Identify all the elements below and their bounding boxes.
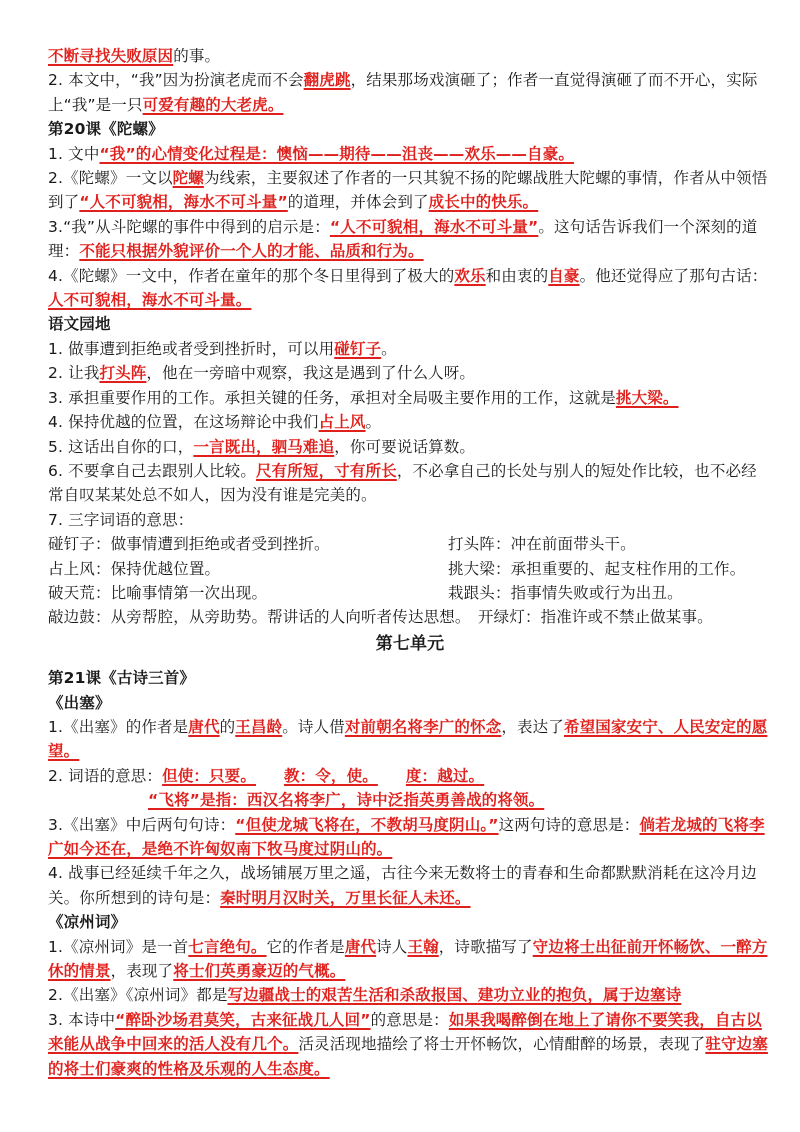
definition-row — [48, 532, 772, 556]
poem-chusai-heading: 《出塞》 — [48, 693, 111, 712]
garden-item-4 — [48, 410, 772, 434]
text: 1.《出塞》的作者是 — [48, 717, 189, 736]
definition: 开绿灯：指准许或不禁止做某事。 — [478, 608, 713, 627]
highlight: 唐代 — [344, 937, 377, 956]
highlight: 唐代 — [188, 717, 220, 736]
text: 1. 文中 — [48, 144, 100, 163]
text: 4. 保持优越的位置，在这场辩论中我们 — [48, 413, 319, 432]
highlight: 碰钉子 — [334, 339, 382, 358]
highlight: 尺有所短，寸有所长 — [255, 461, 397, 480]
highlight: 王翰 — [407, 937, 439, 956]
text: ，你可要说话算数。 — [334, 437, 476, 456]
text: 。这句话告诉我们一个深刻的道理： — [48, 217, 758, 261]
text: 3.“我”从斗陀螺的事件中得到的启示是： — [48, 217, 330, 236]
lesson-21-heading: 第21课《古诗三首》 — [48, 669, 196, 688]
highlight: “飞将”是指：西汉名将李广，诗中泛指英勇善战的将领。 — [148, 791, 545, 810]
garden-item-6 — [48, 459, 772, 508]
highlight: 自豪 — [548, 266, 580, 285]
definition: 碰钉子：做事情遭到拒绝或者受到挫折。 — [48, 535, 330, 554]
highlight: 不断寻找失败原因 — [48, 47, 174, 65]
text: 的 — [219, 717, 236, 736]
text: 5. 这话出自你的口， — [48, 437, 194, 456]
text: 。 — [365, 413, 382, 432]
highlight: 不能只根据外貌评价一个人的才能、品质和行为。 — [79, 242, 424, 261]
liangzhouci-item-1 — [48, 935, 772, 984]
highlight: 秦时明月汉时关，万里长征人未还。 — [220, 888, 471, 907]
definition: 栽跟头：指事情失败或行为出丑。 — [448, 583, 683, 602]
lesson-20-item-2 — [48, 166, 772, 215]
highlight: 对前朝名将李广的怀念 — [344, 717, 502, 736]
definition: 打头阵：冲在前面带头干。 — [448, 535, 636, 554]
highlight: 挑大梁。 — [615, 388, 679, 407]
liangzhouci-item-2 — [48, 983, 772, 1007]
text: ，结果那场戏演砸了；作者一直觉得演砸了而不开心，实际上“我”是一只 — [48, 71, 758, 114]
text: 4.《陀螺》一文中，作者在童年的那个冬日里得到了极大的 — [48, 266, 455, 285]
garden-item-1 — [48, 337, 772, 361]
lesson-20-item-1 — [48, 142, 772, 166]
lesson-20-item-4 — [48, 264, 772, 313]
highlight: 七言绝句。 — [188, 937, 267, 956]
highlight: 但使：只要。 — [162, 766, 256, 785]
highlight: 一言既出，驷马难追 — [193, 437, 335, 456]
text: ，不必拿自己的长处与别人的短处作比较，也不必经常自叹某某处总不如人，因为没有谁是完美的。 — [48, 461, 757, 505]
chusai-item-3 — [48, 813, 772, 862]
definition: 占上风：保持优越位置。 — [48, 559, 221, 578]
text: 2. 词语的意思： — [48, 766, 163, 785]
chusai-item-1 — [48, 715, 772, 764]
text: 6. 不要拿自己去跟别人比较。 — [48, 461, 256, 480]
highlight: “醉卧沙场君莫笑，古来征战几人回” — [115, 1010, 371, 1029]
liangzhouci-item-3 — [48, 1008, 772, 1081]
text: ，诗歌描写了 — [438, 937, 533, 956]
highlight: “但使龙城飞将在，不教胡马度阴山。” — [235, 815, 499, 834]
garden-item-3 — [48, 386, 772, 410]
highlight: 守边将士出征前开怀畅饮、一醉方休的情景 — [48, 937, 768, 981]
highlight: 欢乐 — [454, 266, 486, 285]
definition: 破天荒：比喻事情第一次出现。 — [48, 583, 268, 602]
garden-item-7: 7. 三字词语的意思： — [48, 510, 194, 529]
highlight: “人不可貌相，海水不可斗量” — [329, 217, 539, 236]
text: 它的作者是 — [266, 937, 345, 956]
text: 4. 战事已经延续千年之久，战场铺展万里之遥，古往今来无数将士的青春和生命都默默消耗在这冷月边关。你所想到的诗句是： — [48, 864, 757, 907]
text: 这两句诗的意思是： — [498, 815, 640, 834]
definition-row — [48, 581, 772, 605]
highlight: 驻守边塞的将士们豪爽的性格及乐观的人生态度。 — [48, 1035, 768, 1078]
text: ，他在一旁暗中观察，我这是遇到了什么人呀。 — [146, 364, 476, 383]
text: ，表达了 — [501, 717, 564, 736]
highlight: 可爱有趣的大老虎。 — [142, 95, 284, 114]
highlight: 陀螺 — [172, 169, 204, 188]
highlight: 如果我喝醉倒在地上了请你不要笑我，自古以来能从战争中回来的活人没有几个。 — [48, 1010, 762, 1054]
poem-liangzhouci-heading: 《凉州词》 — [48, 913, 127, 932]
highlight: “我”的心情变化过程是：懊恼——期待——沮丧——欢乐——自豪。 — [99, 144, 574, 163]
highlight: 度：越过。 — [405, 766, 485, 785]
text: 2. 让我 — [48, 364, 100, 383]
text: 。 — [381, 339, 397, 358]
text: 2. 本文中，“我”因为扮演老虎而不会 — [48, 71, 304, 90]
definition-row — [48, 605, 772, 629]
highlight: 写边疆战士的艰苦生活和杀敌报国、建功立业的抱负，属于边塞诗 — [227, 986, 682, 1005]
text: 1.《凉州词》是一首 — [48, 937, 189, 956]
garden-item-5 — [48, 435, 772, 459]
paragraph-intro-1 — [48, 44, 772, 68]
highlight: 倘若龙城的飞将李广如今还在，是绝不许匈奴南下牧马度过阴山的。 — [48, 815, 765, 858]
definition-row — [48, 557, 772, 581]
text: 的道理，并体会到了 — [287, 193, 429, 212]
highlight: 成长中的快乐。 — [428, 193, 539, 212]
highlight: 将士们英勇豪迈的气概。 — [173, 962, 346, 981]
text: 。诗人借 — [282, 717, 345, 736]
text: 2.《陀螺》一文以 — [48, 169, 173, 188]
unit-heading: 第七单元 — [375, 633, 445, 654]
text: 2.《出塞》《凉州词》都是 — [48, 986, 228, 1005]
paragraph-intro-2 — [48, 68, 772, 117]
highlight: “人不可貌相，海水不可斗量” — [79, 193, 288, 212]
text: 为线索，主要叙述了作者的一只其貌不扬的陀螺战胜大陀螺的事情，作者从中领悟到了 — [48, 169, 768, 212]
highlight: 希望国家安宁、人民安定的愿望。 — [48, 717, 768, 761]
highlight: 人不可貌相，海水不可斗量。 — [48, 291, 252, 310]
text: 诗人 — [376, 937, 408, 956]
text: 3. 本诗中 — [48, 1010, 116, 1029]
text: 3.《出塞》中后两句句诗： — [48, 815, 236, 834]
language-garden-heading: 语文园地 — [48, 315, 111, 334]
definition: 挑大梁：承担重要的、起支柱作用的工作。 — [448, 559, 746, 578]
highlight: 翻虎跳 — [303, 71, 351, 90]
highlight: 教：令，使。 — [283, 766, 378, 785]
text: 和由衷的 — [485, 266, 549, 285]
chusai-item-2 — [48, 764, 772, 788]
definition: 敲边鼓：从旁帮腔，从旁助势。帮讲话的人向听者传达思想。 — [48, 608, 471, 627]
lesson-20-heading: 第20课《陀螺》 — [48, 120, 164, 139]
garden-item-2 — [48, 361, 772, 385]
highlight: 打头阵 — [99, 364, 147, 383]
text: ，表现了 — [110, 962, 174, 981]
chusai-item-2-feijiang — [48, 788, 772, 812]
text: 活灵活现地描绘了将士开怀畅饮，心情酣醉的场景，表现了 — [298, 1035, 706, 1054]
highlight: 王昌龄 — [235, 717, 283, 736]
highlight: 占上风 — [318, 413, 366, 432]
text: 。他还觉得应了那句古话： — [579, 266, 768, 285]
text: 的事。 — [173, 47, 221, 65]
text: 3. 承担重要作用的工作。承担关键的任务，承担对全局吸主要作用的工作，这就是 — [48, 388, 616, 407]
lesson-20-item-3 — [48, 215, 772, 264]
text: 的意思是： — [370, 1010, 449, 1029]
text: 1. 做事遭到拒绝或者受到挫折时，可以用 — [48, 339, 335, 358]
chusai-item-4 — [48, 861, 772, 910]
